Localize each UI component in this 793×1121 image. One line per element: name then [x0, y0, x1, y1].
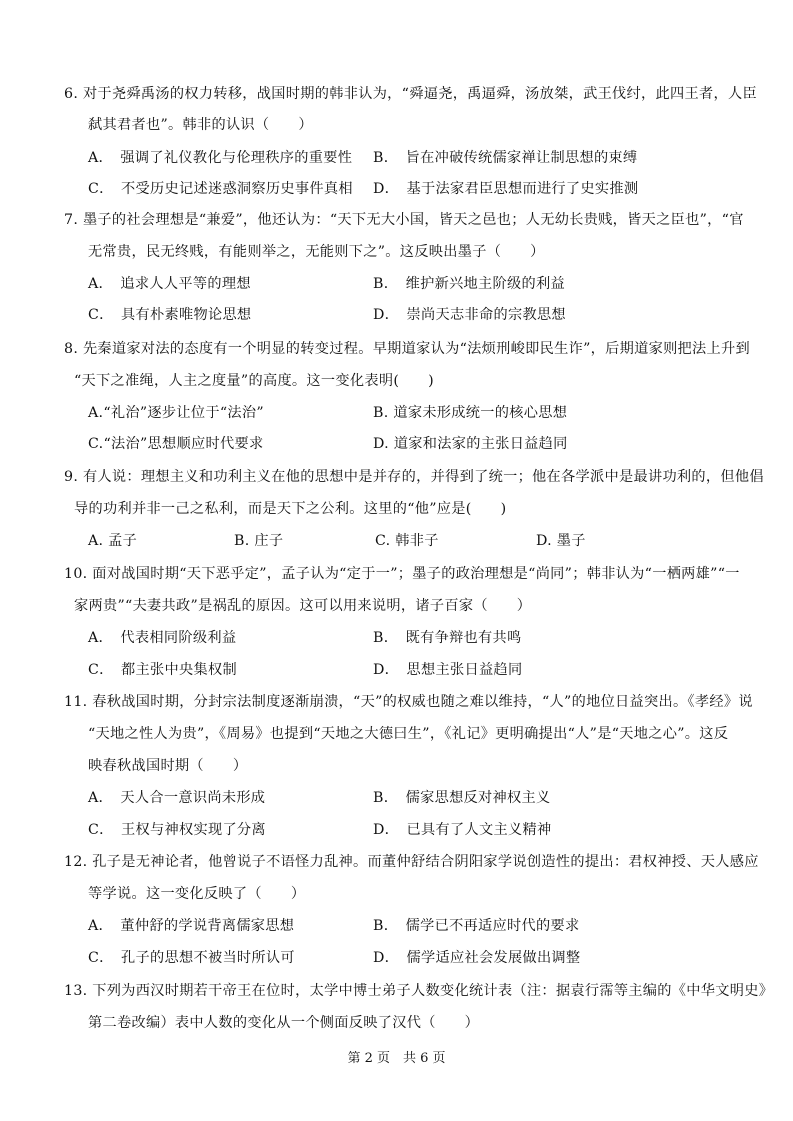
q12-stem-line-1: 12. 孔子是无神论者，他曾说子不语怪力乱神。而董仲舒结合阴阳家学说创造性的提出：君权神授、天人感应: [64, 854, 759, 870]
q11-option-a: A． 天人合一意识尚未形成: [88, 790, 266, 806]
q8-option-c: C.“法治”思想顺应时代要求: [88, 436, 264, 452]
q6-stem-line-1: 6. 对于尧舜禹汤的权力转移，战国时期的韩非认为，“舜逼尧，禹逼舜，汤放桀，武王伐纣，此四王者，人臣: [64, 86, 757, 102]
q12-option-c: C． 孔子的思想不被当时所认可: [88, 950, 295, 966]
q9-option-a: A. 孟子: [88, 533, 138, 549]
q11-stem-line-3: 映春秋战国时期（ ）: [88, 758, 248, 774]
q9-option-d: D. 墨子: [536, 533, 586, 549]
q7-stem-line-1: 7. 墨子的社会理想是“兼爱”，他还认为：“天下无大小国，皆天之邑也；人无幼长贵贱，皆天之臣也”，“官: [64, 212, 744, 228]
q7-stem-line-2: 无常贵，民无终贱，有能则举之，无能则下之”。这反映出墨子（ ）: [88, 244, 545, 260]
q12-option-d: D． 儒学适应社会发展做出调整: [373, 950, 581, 966]
q10-option-c: C． 都主张中央集权制: [88, 662, 237, 678]
page-number-footer: 第 2 页 共 6 页: [347, 1051, 446, 1066]
q12-stem-line-2: 等学说。这一变化反映了（ ）: [88, 886, 306, 902]
q9-option-b: B. 庄子: [234, 533, 284, 549]
q12-option-a: A． 董仲舒的学说背离儒家思想: [88, 918, 295, 934]
q8-option-a: A.“礼治”逐步让位于“法治”: [88, 405, 264, 421]
q11-option-b: B． 儒家思想反对神权主义: [373, 790, 551, 806]
q9-stem-line-2: 导的功利并非一己之私利，而是天下之公利。这里的“他”应是( ): [74, 501, 507, 517]
q8-option-b: B. 道家未形成统一的核心思想: [373, 405, 568, 421]
q10-option-d: D． 思想主张日益趋同: [373, 662, 523, 678]
q13-stem-line-2: 第二卷改编）表中人数的变化从一个侧面反映了汉代（ ）: [88, 1015, 480, 1031]
q8-stem-line-2: “天下之准绳，人主之度量”的高度。这一变化表明( ): [74, 373, 434, 389]
q13-stem-line-1: 13. 下列为西汉时期若干帝王在位时，太学中博士弟子人数变化统计表（注：据袁行霈等主编的《中华文明史》: [64, 983, 774, 999]
q10-option-a: A． 代表相同阶级利益: [88, 630, 237, 646]
q7-option-a: A． 追求人人平等的理想: [88, 276, 251, 292]
q6-option-c: C． 不受历史记述迷惑洞察历史事件真相: [88, 181, 353, 197]
q12-option-b: B． 儒学已不再适应时代的要求: [373, 918, 580, 934]
q8-option-d: D. 道家和法家的主张日益趋同: [373, 436, 568, 452]
q6-option-a: A． 强调了礼仪教化与伦理秩序的重要性: [88, 150, 353, 166]
q7-option-b: B． 维护新兴地主阶级的利益: [373, 276, 565, 292]
q11-stem-line-2: “天地之性人为贵”，《周易》也提到“天地之大德曰生”，《礼记》更明确提出“人”是“天地之心”。这反: [88, 726, 729, 742]
q9-option-c: C. 韩非子: [375, 533, 439, 549]
q11-option-c: C． 王权与神权实现了分离: [88, 822, 266, 838]
q7-option-c: C． 具有朴素唯物论思想: [88, 307, 252, 323]
q6-option-d: D． 基于法家君臣思想而进行了史实推测: [373, 181, 639, 197]
q10-option-b: B． 既有争辩也有共鸣: [373, 630, 522, 646]
q6-stem-line-2: 弑其君者也”。韩非的认识（ ）: [88, 117, 313, 133]
q10-stem-line-2: 家两贵”“夫妻共政”是祸乱的原因。这可以用来说明，诸子百家（ ）: [74, 598, 532, 614]
q8-stem-line-1: 8. 先秦道家对法的态度有一个明显的转变过程。早期道家认为“法烦刑峻即民生诈”，后期道家则把法上升到: [64, 341, 750, 357]
q9-stem-line-1: 9. 有人说：理想主义和功利主义在他的思想中是并存的，并得到了统一；他在各学派中是最讲功利的，但他倡: [64, 469, 764, 485]
q11-stem-line-1: 11. 春秋战国时期，分封宗法制度逐渐崩溃，“天”的权威也随之难以维持，“人”的地位日益突出。《孝经》说: [64, 694, 753, 710]
q11-option-d: D． 已具有了人文主义精神: [373, 822, 552, 838]
q10-stem-line-1: 10. 面对战国时期“天下恶乎定”，孟子认为“定于一”；墨子的政治理想是“尚同”；韩非认为“一栖两雄”“一: [64, 566, 740, 582]
q6-option-b: B． 旨在冲破传统儒家禅让制思想的束缚: [373, 150, 638, 166]
q7-option-d: D． 崇尚天志非命的宗教思想: [373, 307, 566, 323]
